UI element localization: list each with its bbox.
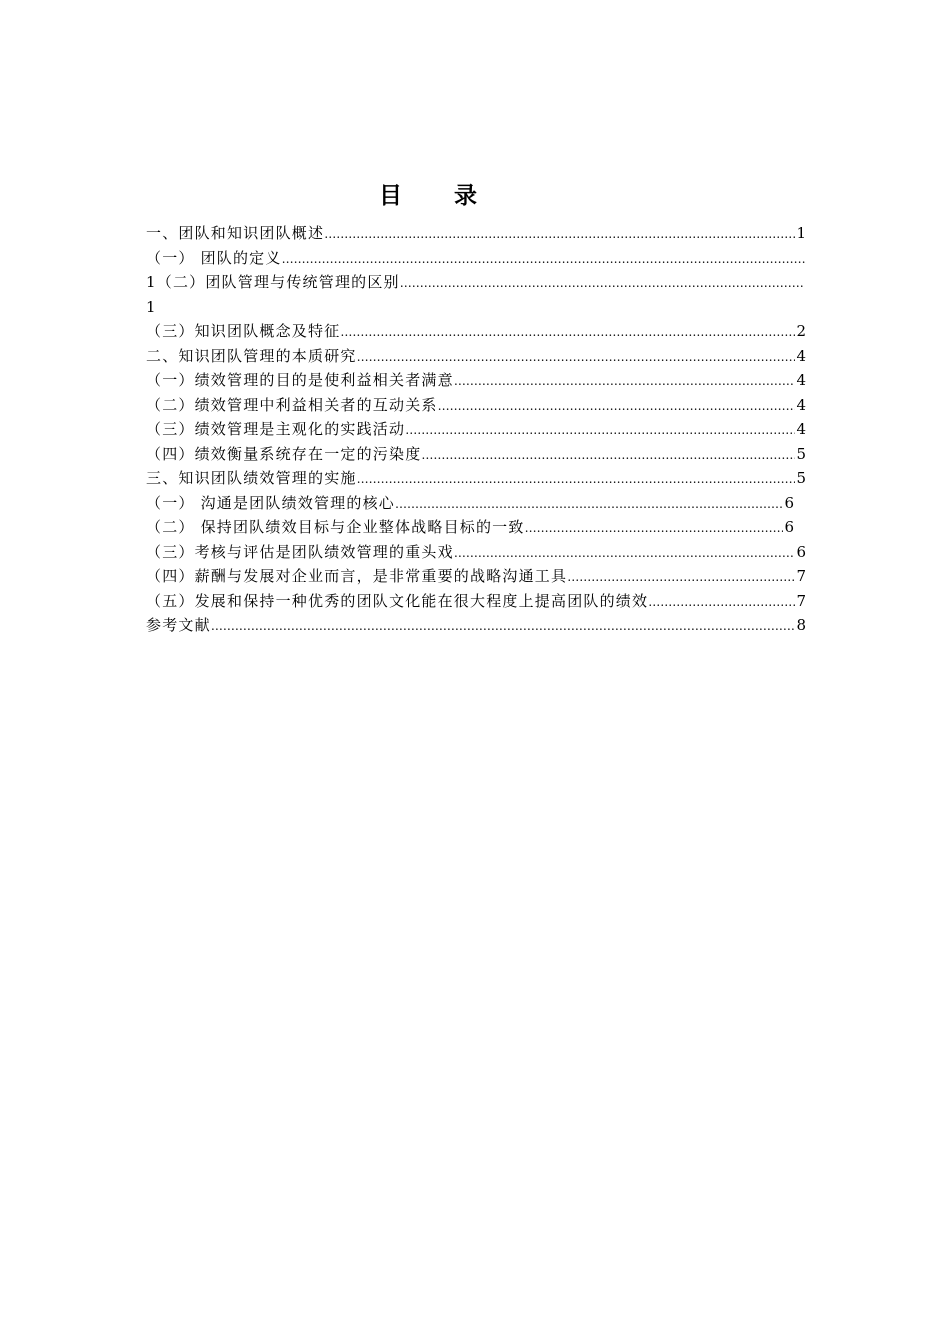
toc-leader-dots: [211, 614, 796, 638]
toc-entry-label: （四）绩效衡量系统存在一定的污染度: [146, 444, 422, 463]
toc-entry-label: （一） 团队的定义: [146, 248, 282, 267]
toc-entry-label: 三、知识团队绩效管理的实施: [146, 469, 357, 487]
toc-leader-dots: [567, 565, 795, 589]
toc-entry-page: 4: [796, 420, 806, 438]
toc-leader-dots: [438, 394, 796, 418]
toc-entry[interactable]: [146, 393, 806, 418]
toc-entry-label: 一、团队和知识团队概述: [146, 224, 325, 242]
toc-entry-page: 6: [784, 493, 794, 512]
toc-entry[interactable]: [146, 613, 806, 638]
toc-leader-dots: [405, 418, 795, 442]
toc-entry[interactable]: [146, 491, 806, 516]
toc-entry[interactable]: [146, 466, 806, 491]
toc-entry-label: 1: [146, 297, 157, 316]
toc-entry-page: 4: [796, 371, 806, 389]
toc-leader-dots: [648, 590, 795, 614]
toc-entry[interactable]: [146, 221, 806, 246]
toc-entry[interactable]: [146, 589, 806, 614]
toc-entry[interactable]: [146, 368, 806, 393]
toc-leader-dots: [340, 320, 795, 344]
toc-entry-label: （一） 沟通是团队绩效管理的核心: [146, 493, 395, 512]
toc-entry[interactable]: [146, 564, 806, 589]
toc-entry[interactable]: [146, 270, 806, 295]
toc-entry-page: 8: [796, 616, 806, 634]
toc-title: 目 录: [378, 183, 499, 209]
toc-leader-dots: [454, 369, 796, 393]
toc-leader-dots: [454, 541, 796, 565]
toc-leader-dots: [421, 443, 795, 467]
toc-leader-dots: [282, 247, 805, 271]
toc-entry-label: （二） 保持团队绩效目标与企业整体战略目标的一致: [146, 518, 525, 536]
toc-entry[interactable]: [146, 515, 806, 540]
toc-entry-continuation[interactable]: [146, 295, 806, 320]
toc-leader-dots: [400, 271, 805, 295]
toc-entry-label: （三）绩效管理是主观化的实践活动: [146, 420, 406, 438]
toc-entry-label: （五）发展和保持一种优秀的团队文化能在很大程度上提高团队的绩效: [146, 591, 649, 610]
toc-entry-label: 1（二）团队管理与传统管理的区别: [146, 273, 400, 291]
toc-entry-label: 二、知识团队管理的本质研究: [146, 346, 357, 365]
toc-entry-page: 6: [784, 518, 794, 536]
toc-entry-page: 7: [796, 567, 806, 585]
toc-entry[interactable]: [146, 319, 806, 344]
toc-leader-dots: [357, 345, 796, 369]
toc-entry-label: （三）考核与评估是团队绩效管理的重头戏: [146, 542, 454, 561]
toc-leader-dots: [324, 222, 795, 246]
toc-leader-dots: [395, 492, 783, 516]
toc-entry-label: 参考文献: [146, 616, 211, 634]
toc-entry[interactable]: [146, 344, 806, 369]
toc-entry-page: 6: [796, 542, 806, 561]
toc-entry-page: 1: [796, 224, 806, 242]
toc-entry-page: 7: [796, 591, 806, 610]
toc-entry-label: （四）薪酬与发展对企业而言，是非常重要的战略沟通工具: [146, 567, 568, 585]
toc-entry-page: 5: [796, 469, 806, 487]
toc-entry-label: （二）绩效管理中利益相关者的互动关系: [146, 395, 438, 414]
toc-entry-page: 5: [796, 444, 806, 463]
toc-entry[interactable]: [146, 540, 806, 565]
toc-entry[interactable]: [146, 417, 806, 442]
table-of-contents: [146, 221, 806, 638]
toc-entry-page: 2: [796, 322, 806, 340]
toc-entry-page: 4: [796, 346, 806, 365]
toc-entry[interactable]: [146, 442, 806, 467]
toc-leader-dots: [357, 467, 796, 491]
toc-entry-page: 4: [796, 395, 806, 414]
toc-entry[interactable]: [146, 246, 806, 271]
toc-leader-dots: [525, 516, 784, 540]
toc-entry-label: （三）知识团队概念及特征: [146, 322, 341, 340]
toc-entry-label: （一）绩效管理的目的是使利益相关者满意: [146, 371, 454, 389]
